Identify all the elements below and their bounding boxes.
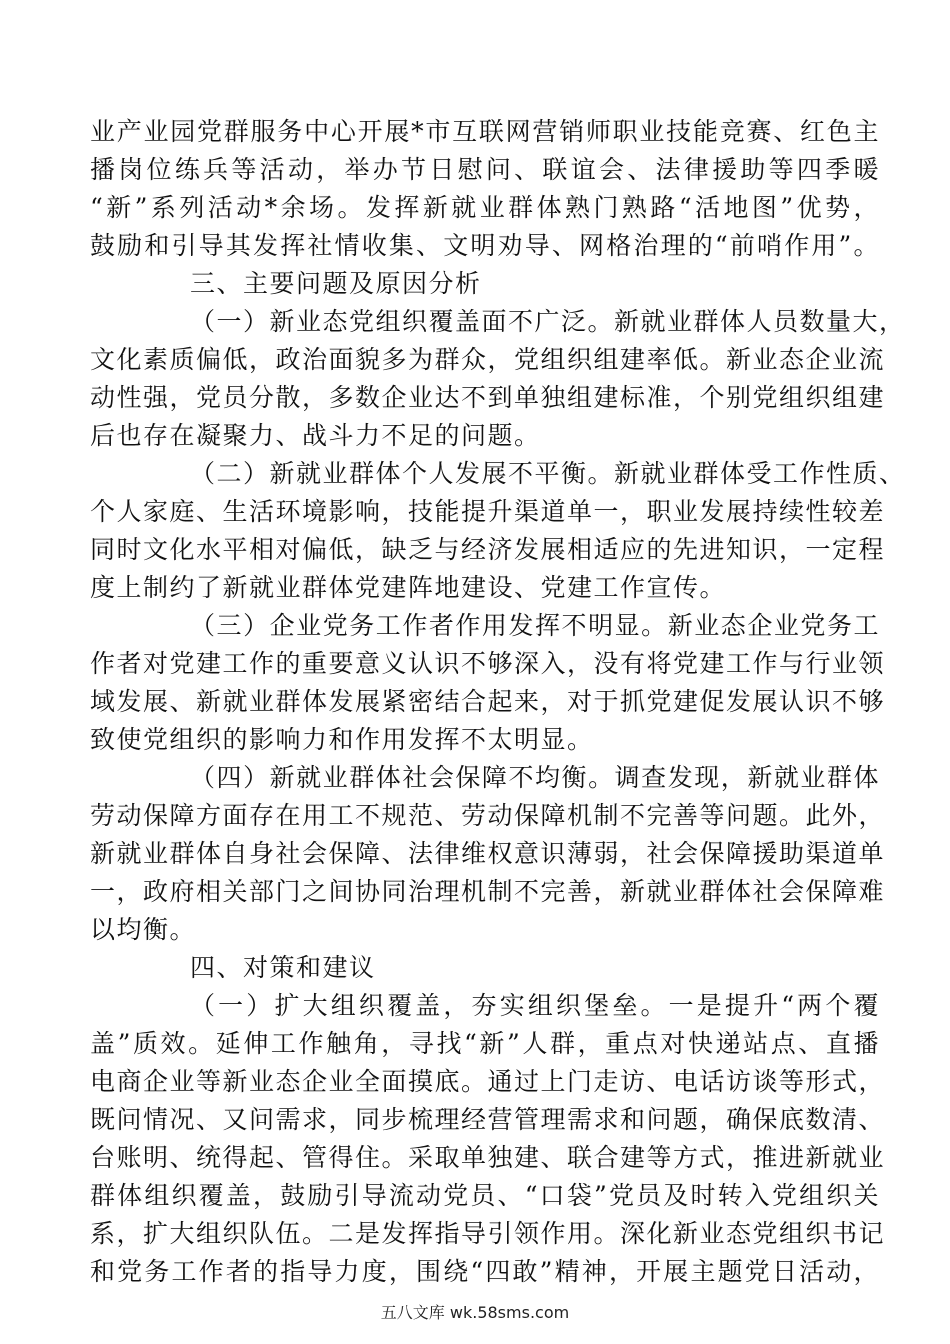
- paragraph-line: 鼓励和引导其发挥社情收集、文明劝导、网格治理的“前哨作用”。: [90, 231, 880, 260]
- paragraph-line: 播岗位练兵等活动，举办节日慰问、联谊会、法律援助等四季暖: [90, 155, 880, 184]
- paragraph-line: 后也存在凝聚力、战斗力不足的问题。: [90, 421, 541, 450]
- paragraph-line: 致使党组织的影响力和作用发挥不太明显。: [90, 725, 594, 754]
- paragraph-line: （三）企业党务工作者作用发挥不明显。新业态企业党务工: [190, 611, 880, 640]
- paragraph-line: （二）新就业群体个人发展不平衡。新就业群体受工作性质、: [190, 459, 906, 488]
- paragraph-line: 度上制约了新就业群体党建阵地建设、党建工作宣传。: [90, 573, 727, 602]
- paragraph-line: （一）新业态党组织覆盖面不广泛。新就业群体人员数量大，: [190, 307, 906, 336]
- paragraph-line: 劳动保障方面存在用工不规范、劳动保障机制不完善等问题。此外，: [90, 801, 886, 830]
- paragraph-line: 文化素质偏低，政治面貌多为群众，党组织组建率低。新业态企业流: [90, 345, 886, 374]
- paragraph-line: （一）扩大组织覆盖，夯实组织堡垒。一是提升“两个覆: [190, 991, 880, 1020]
- paragraph-line: 业产业园党群服务中心开展*市互联网营销师职业技能竞赛、红色主: [90, 117, 880, 146]
- paragraph-line: 同时文化水平相对偏低，缺乏与经济发展相适应的先进知识，一定程: [90, 535, 886, 564]
- paragraph-line: 既问情况、又问需求，同步梳理经营管理需求和问题，确保底数清、: [90, 1105, 886, 1134]
- paragraph-line: 域发展、新就业群体发展紧密结合起来，对于抓党建促发展认识不够: [90, 687, 886, 716]
- paragraph-line: 系，扩大组织队伍。二是发挥指导引领作用。深化新业态党组织书记: [90, 1219, 886, 1248]
- paragraph-line: 以均衡。: [90, 915, 197, 944]
- paragraph-line: 新就业群体自身社会保障、法律维权意识薄弱，社会保障援助渠道单: [90, 839, 886, 868]
- section-heading: 三、主要问题及原因分析: [190, 269, 482, 298]
- paragraph-line: 动性强，党员分散，多数企业达不到单独组建标准，个别党组织组建: [90, 383, 886, 412]
- paragraph-line: （四）新就业群体社会保障不均衡。调查发现，新就业群体: [190, 763, 880, 792]
- paragraph-line: 作者对党建工作的重要意义认识不够深入，没有将党建工作与行业领: [90, 649, 886, 678]
- paragraph-line: “新”系列活动*余场。发挥新就业群体熟门熟路“活地图”优势，: [90, 193, 880, 222]
- paragraph-line: 电商企业等新业态企业全面摸底。通过上门走访、电话访谈等形式，: [90, 1067, 886, 1096]
- paragraph-line: 一，政府相关部门之间协同治理机制不完善，新就业群体社会保障难: [90, 877, 886, 906]
- paragraph-line: 盖”质效。延伸工作触角，寻找“新”人群，重点对快递站点、直播: [90, 1029, 880, 1058]
- footer-watermark: 五八文库 wk.58sms.com: [380, 1303, 570, 1322]
- paragraph-line: 群体组织覆盖，鼓励引导流动党员、“口袋”党员及时转入党组织关: [90, 1181, 880, 1210]
- section-heading: 四、对策和建议: [190, 953, 376, 982]
- paragraph-line: 和党务工作者的指导力度，围绕“四敢”精神，开展主题党日活动，: [90, 1257, 880, 1286]
- paragraph-line: 台账明、统得起、管得住。采取单独建、联合建等方式，推进新就业: [90, 1143, 886, 1172]
- paragraph-line: 个人家庭、生活环境影响，技能提升渠道单一，职业发展持续性较差: [90, 497, 886, 526]
